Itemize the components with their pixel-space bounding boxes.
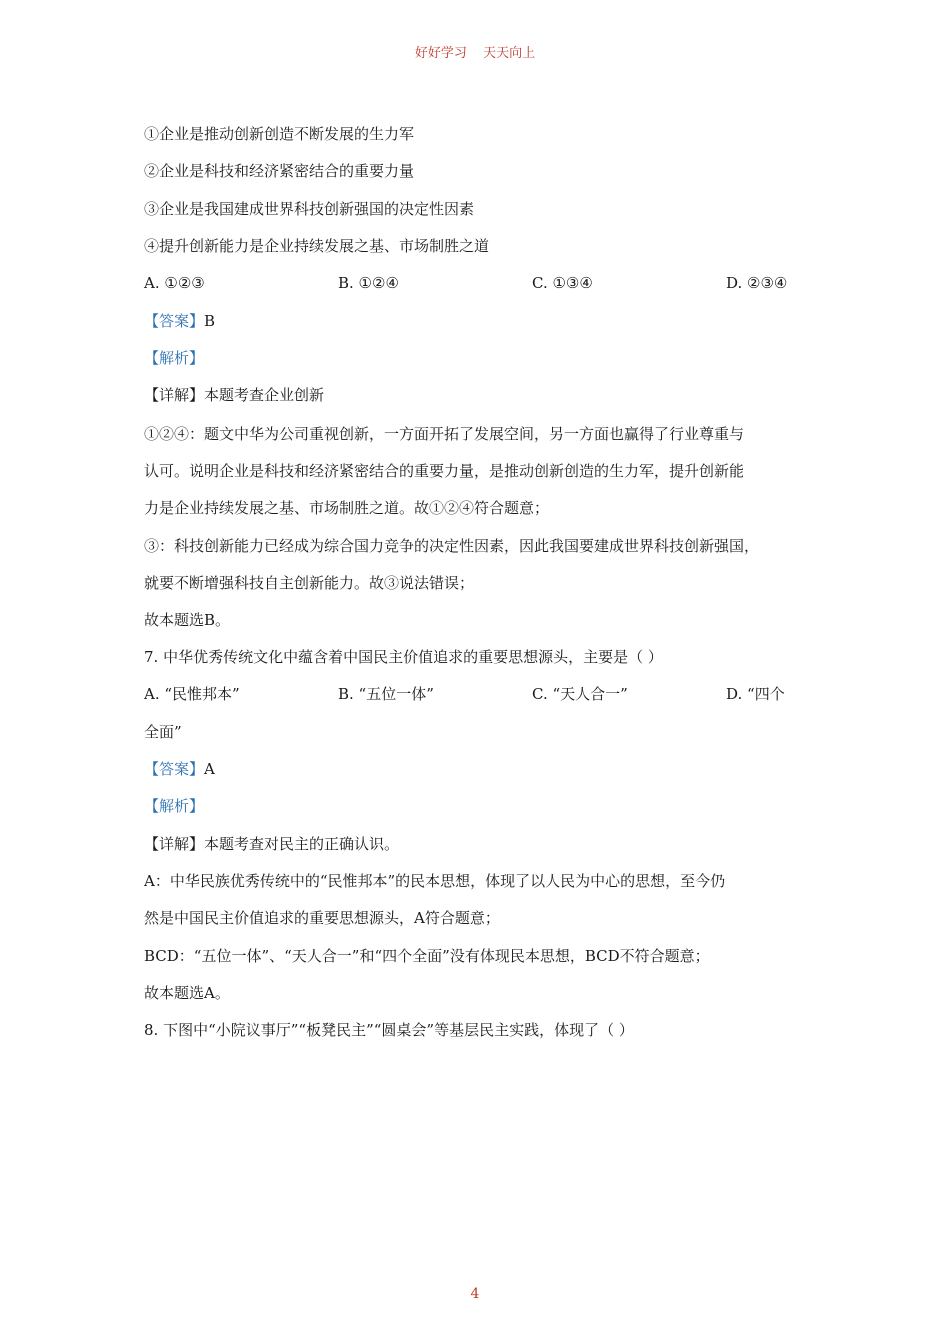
q8-stem: 8. 下图中“小院议事厅”“板凳民主”“圆桌会”等基层民主实践，体现了（ ）: [144, 1021, 634, 1039]
statement-4: ④提升创新能力是企业持续发展之基、市场制胜之道: [144, 237, 490, 255]
answer-tag: 【答案】: [144, 760, 205, 778]
statement-2: ②企业是科技和经济紧密结合的重要力量: [144, 162, 415, 180]
q6-option-b: B. ①②④: [338, 274, 399, 292]
q6-analysis-tag: 【解析】: [144, 349, 205, 367]
detail-tag: 【详解】: [144, 386, 205, 404]
q7-analysis-tag: 【解析】: [144, 797, 205, 815]
page-number: 4: [470, 1286, 480, 1302]
q7-option-d: D. “四个: [726, 685, 785, 703]
answer-value: B: [204, 312, 216, 330]
q7-answer: [144, 759, 814, 779]
q6-explanation-line: 认可。说明企业是科技和经济紧密结合的重要力量，是推动创新创造的生力军，提升创新能: [144, 462, 745, 480]
q6-option-a: A. ①②③: [144, 274, 205, 292]
q6-explanation-line: ③：科技创新能力已经成为综合国力竞争的决定性因素，因此我国要建成世界科技创新强国，: [144, 537, 760, 555]
q6-answer: [144, 311, 814, 331]
q6-detail: [144, 385, 814, 405]
detail-text: 本题考查企业创新: [204, 386, 325, 404]
header-motto-2: 天天向上: [483, 46, 536, 61]
q7-option-c: C. “天人合一”: [532, 685, 628, 703]
statement-3: ③企业是我国建成世界科技创新强国的决定性因素: [144, 200, 475, 218]
q7-stem: 7. 中华优秀传统文化中蕴含着中国民主价值追求的重要思想源头，主要是（ ）: [144, 648, 663, 666]
detail-text: 本题考查对民主的正确认识。: [204, 835, 400, 853]
q7-explanation-line: 然是中国民主价值追求的重要思想源头，A符合题意；: [144, 909, 500, 927]
answer-tag: 【答案】: [144, 312, 205, 330]
q7-conclusion: 故本题选A。: [144, 984, 230, 1002]
q6-explanation-line: 力是企业持续发展之基、市场制胜之道。故①②④符合题意；: [144, 499, 550, 517]
q7-detail: [144, 834, 814, 854]
q7-explanation-line: BCD：“五位一体”、“天人合一”和“四个全面”没有体现民本思想，BCD不符合题意；: [144, 947, 710, 965]
page-header: [0, 42, 950, 61]
q7-option-b: B. “五位一体”: [338, 685, 434, 703]
detail-tag: 【详解】: [144, 835, 205, 853]
q6-conclusion: 故本题选B。: [144, 611, 231, 629]
q6-option-c: C. ①③④: [532, 274, 593, 292]
q6-option-d: D. ②③④: [726, 274, 788, 292]
header-motto-1: 好好学习: [414, 46, 467, 61]
q7-option-a: A. “民惟邦本”: [144, 685, 240, 703]
q7-explanation-line: A：中华民族优秀传统中的“民惟邦本”的民本思想，体现了以人民为中心的思想，至今仍: [144, 872, 726, 890]
q6-explanation-line: 就要不断增强科技自主创新能力。故③说法错误；: [144, 574, 475, 592]
q6-explanation-line: ①②④：题文中华为公司重视创新，一方面开拓了发展空间，另一方面也赢得了行业尊重与: [144, 425, 745, 443]
q7-option-d-wrap: 全面”: [144, 723, 182, 741]
answer-value: A: [204, 760, 215, 778]
statement-1: ①企业是推动创新创造不断发展的生力军: [144, 125, 415, 143]
